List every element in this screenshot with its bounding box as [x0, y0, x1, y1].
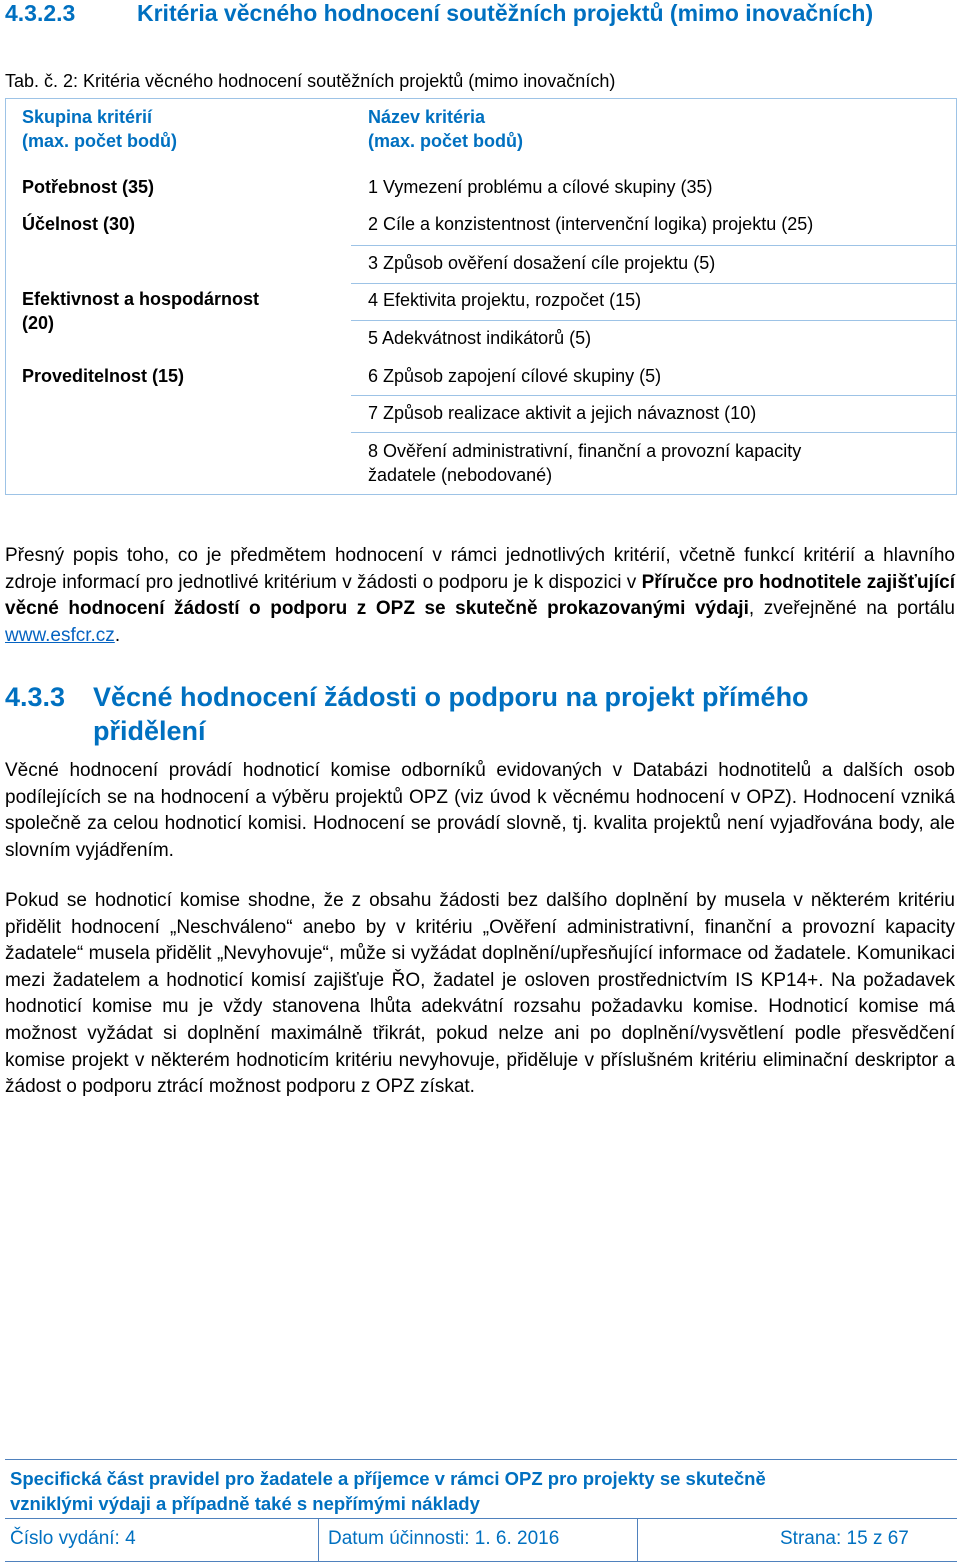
footer-title [10, 1466, 930, 1516]
row-divider [351, 432, 956, 433]
section-heading [5, 0, 955, 28]
group-proveditelnost: Proveditelnost (15) [22, 366, 185, 386]
criterion-8-line1: 8 Ověření administrativní, finanční a provozní kapacity [368, 441, 802, 461]
criterion-8-line2: žadatele (nebodované) [368, 465, 553, 485]
footer-divider [637, 1518, 638, 1562]
criterion-8 [368, 439, 948, 487]
section-title: Kritéria věcného hodnocení soutěžních projektů (mimo inovačních) [137, 0, 874, 26]
footer-top-rule [5, 1459, 957, 1460]
criteria-table [5, 98, 957, 495]
section2-title-line2: přidělení [93, 716, 206, 746]
row-divider [351, 283, 956, 284]
footer-title-line1: Specifická část pravidel pro žadatele a příjemce v rámci OPZ pro projekty se skutečně [10, 1468, 766, 1489]
criterion-6: 6 Způsob zapojení cílové skupiny (5) [368, 366, 662, 386]
section2-number: 4.3.3 [5, 682, 66, 712]
paragraph1-text-a: Přesný popis toho, co je předmětem hodnocení v rámci jednotlivých kritérií, včetně funkcí kritérií a hlavního zdroje informací pro jednotlivé kritérium v žádosti o podporu je k dispozici v [5, 545, 955, 593]
header-group-line2: (max. počet bodů) [22, 131, 178, 151]
footer-page-number: Strana: 15 z 67 [780, 1528, 909, 1549]
header-group [22, 105, 342, 153]
header-criterion [368, 105, 948, 153]
header-group-line1: Skupina kritérií [22, 107, 153, 127]
paragraph1-text-c: . [114, 624, 121, 646]
paragraph1-text-b: , zveřejněné na portálu [748, 598, 955, 620]
criterion-1: 1 Vymezení problému a cílové skupiny (35) [368, 177, 713, 197]
criterion-2: 2 Cíle a konzistentnost (intervenční logika) projektu (25) [368, 214, 814, 234]
esfcr-link[interactable]: www.esfcr.cz [5, 624, 115, 646]
section-number: 4.3.2.3 [5, 0, 76, 26]
footer-edition: Číslo vydání: 4 [10, 1528, 136, 1549]
footer-mid-rule [5, 1518, 957, 1519]
criterion-3: 3 Způsob ověření dosažení cíle projektu (5) [368, 253, 716, 273]
group-ucelnost: Účelnost (30) [22, 214, 136, 234]
footer-effective-date: Datum účinnosti: 1. 6. 2016 [328, 1528, 560, 1549]
footer-title-line2: vzniklými výdaji a případně také s nepřímými náklady [10, 1493, 480, 1514]
row-divider [351, 395, 956, 396]
criterion-5: 5 Adekvátnost indikátorů (5) [368, 328, 592, 348]
row-divider [351, 320, 956, 321]
group-potrebnost: Potřebnost (35) [22, 177, 155, 197]
row-divider [351, 245, 956, 246]
header-criterion-line2: (max. počet bodů) [368, 131, 524, 151]
footer-bottom-rule [5, 1561, 957, 1562]
paragraph-commission: Pokud se hodnoticí komise shodne, že z obsahu žádosti bez dalšího doplnění by musela v některém kritériu přidělit hodnocení „Neschváleno“ anebo by v kritériu „Ověření administrativní, finanční a provozní kapacity žadatele“ musela přidělit „Nevyhovuje“, může si vyžádat doplnění/upřesňující informace od žadatele. Komunikaci mezi žadatelem a hodnoticí komisí zajišťuje ŘO, žadatel je osloven prostřednictvím IS KP14+. Na požadavek hodnoticí komise mu je vždy stanovena lhůta adekvátní rozsahu požadavku komise. Hodnoticí komise má možnost vyžádat si doplnění maximálně třikrát, pokud nelze ani po doplnění/vysvětlení podle přesvědčení komise projekt v některém hodnoticím kritériu nevyhovuje, přiděluje v příslušném kritériu eliminační deskriptor a žádost o podporu ztrácí možnost podporu z OPZ získat. [5, 890, 955, 1098]
group-efektivnost-line2: (20) [22, 313, 55, 333]
criterion-4: 4 Efektivita projektu, rozpočet (15) [368, 290, 642, 310]
paragraph-criteria-description [5, 543, 955, 649]
section2-title-line1: Věcné hodnocení žádosti o podporu na projekt přímého [93, 682, 809, 712]
header-criterion-line1: Název kritéria [368, 107, 486, 127]
section2-heading [5, 680, 955, 748]
group-efektivnost-line1: Efektivnost a hospodárnost [22, 289, 260, 309]
group-efektivnost [22, 287, 342, 335]
table-caption: Tab. č. 2: Kritéria věcného hodnocení soutěžních projektů (mimo inovačních) [5, 71, 616, 91]
paragraph1-handbook-title: Příručce pro hodnotitele zajišťující věcné hodnocení žádostí o podporu z OPZ se skutečně prokazovanými výdaji [5, 571, 955, 620]
criterion-7: 7 Způsob realizace aktivit a jejich návaznost (10) [368, 403, 757, 423]
paragraph-evaluation: Věcné hodnocení provádí hodnoticí komise odborníků evidovaných v Databázi hodnotitelů a dalších osob podílejících se na hodnocení a výběru projektů OPZ (viz úvod k věcnému hodnocení v OPZ). Hodnocení vzniká společně za celou hodnoticí komisi. Hodnocení se provádí slovně, tj. kvalita projektů není vyjadřována body, ale slovním vyjádřením. [5, 760, 955, 861]
footer-divider [318, 1518, 319, 1562]
